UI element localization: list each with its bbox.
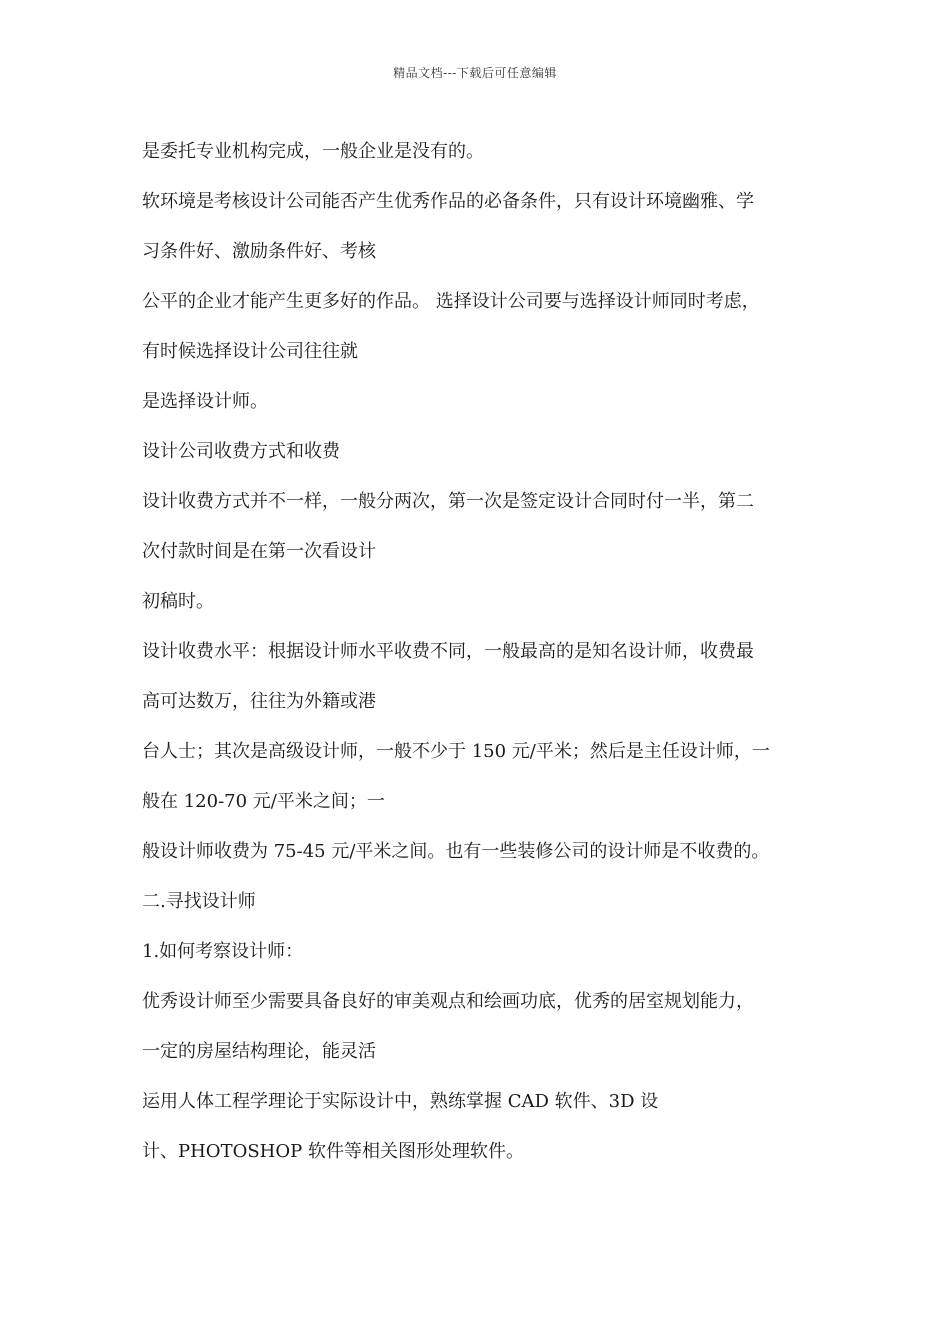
text-line: 是选择设计师。 [142, 391, 268, 412]
text-line: 般在 120-70 元/平米之间；一 [142, 791, 385, 812]
text-line: 设计收费方式并不一样，一般分两次，第一次是签定设计合同时付一半，第二 [142, 491, 754, 512]
text-line: 计、PHOTOSHOP 软件等相关图形处理软件。 [142, 1141, 524, 1162]
text-line: 运用人体工程学理论于实际设计中，熟练掌握 CAD 软件、3D 设 [142, 1091, 659, 1112]
text-line: 次付款时间是在第一次看设计 [142, 541, 376, 562]
text-line: 习条件好、激励条件好、考核 [142, 241, 376, 262]
text-line: 是委托专业机构完成，一般企业是没有的。 [142, 141, 484, 162]
section-heading: 设计公司收费方式和收费 [142, 441, 340, 462]
document-body [142, 137, 822, 1187]
text-line: 有时候选择设计公司往往就 [142, 341, 358, 362]
text-line: 般设计师收费为 75-45 元/平米之间。也有一些装修公司的设计师是不收费的。 [142, 841, 770, 862]
text-line: 台人士；其次是高级设计师，一般不少于 150 元/平米；然后是主任设计师，一 [142, 741, 770, 762]
subsection-heading: 1.如何考察设计师： [142, 941, 304, 962]
text-line: 优秀设计师至少需要具备良好的审美观点和绘画功底，优秀的居室规划能力， [142, 991, 754, 1012]
text-line: 公平的企业才能产生更多好的作品。 选择设计公司要与选择设计师同时考虑， [142, 291, 760, 312]
text-line: 一定的房屋结构理论，能灵活 [142, 1041, 376, 1062]
text-line: 高可达数万，往往为外籍或港 [142, 691, 376, 712]
section-heading: 二.寻找设计师 [142, 891, 256, 912]
page-header: 精品文档---下载后可任意编辑 [393, 66, 557, 80]
text-line: 软环境是考核设计公司能否产生优秀作品的必备条件，只有设计环境幽雅、学 [142, 191, 754, 212]
text-line: 设计收费水平：根据设计师水平收费不同，一般最高的是知名设计师，收费最 [142, 641, 754, 662]
text-line: 初稿时。 [142, 591, 214, 612]
